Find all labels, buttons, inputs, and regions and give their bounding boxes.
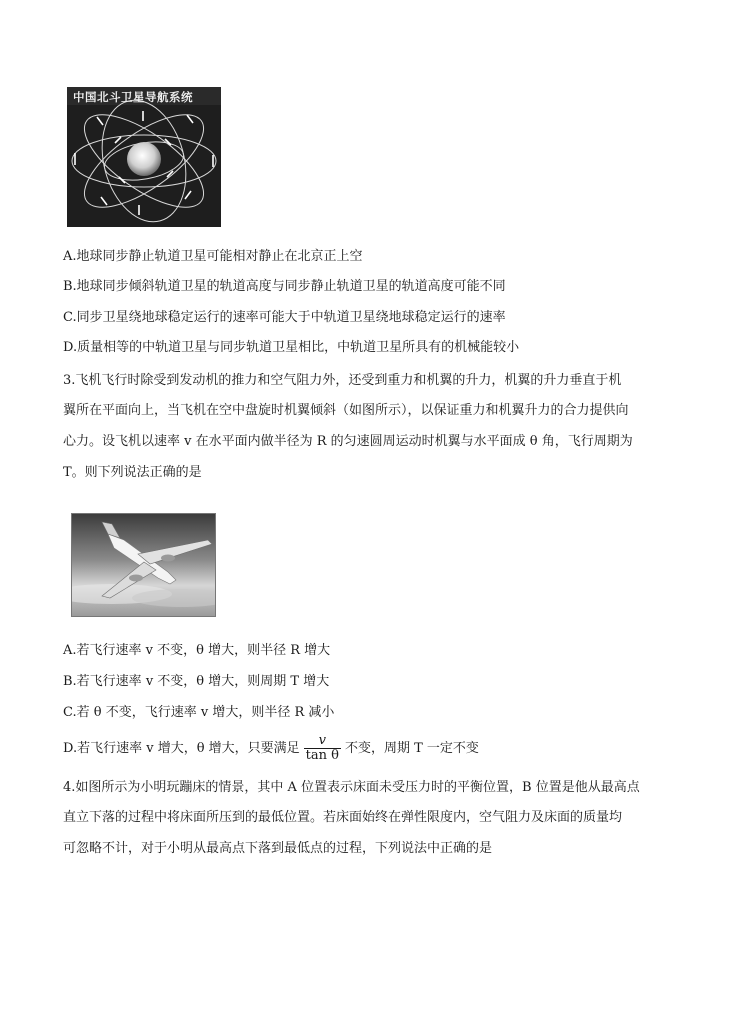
q3-option-a: A.若飞行速率 v 不变，θ 增大，则半径 R 增大 — [63, 643, 331, 658]
q4-stem-line-3: 可忽略不计，对于小明从最高点下落到最低点的过程，下列说法中正确的是 — [63, 841, 493, 856]
q3-option-d-prefix: D.若飞行速率 v 增大，θ 增大，只要满足 — [63, 741, 300, 756]
q4-stem-line-2: 直立下落的过程中将床面所压到的最低位置。若床面始终在弹性限度内，空气阻力及床面的质量均 — [63, 810, 623, 825]
q3-stem-line-1: 3.飞机飞行时除受到发动机的推力和空气阻力外，还受到重力和机翼的升力，机翼的升力垂直于机 — [63, 373, 622, 388]
v-over-tan-theta-fraction — [304, 734, 341, 763]
airplane-image — [72, 514, 215, 616]
q3-stem-line-2: 翼所在平面向上，当飞机在空中盘旋时机翼倾斜（如图所示），以保证重力和机翼升力的合力提供向 — [63, 403, 629, 418]
fraction-numerator: v — [304, 734, 341, 749]
q2-option-d: D.质量相等的中轨道卫星与同步轨道卫星相比，中轨道卫星所具有的机械能较小 — [63, 340, 520, 355]
q3-stem-line-3: 心力。设飞机以速率 v 在水平面内做半径为 R 的匀速圆周运动时机翼与水平面成 θ 角，飞行周期为 — [63, 434, 633, 449]
q3-option-d — [63, 733, 479, 765]
fraction-denominator: tan θ — [305, 748, 339, 763]
q3-option-b: B.若飞行速率 v 不变，θ 增大，则周期 T 增大 — [63, 674, 330, 689]
q2-option-b: B.地球同步倾斜轨道卫星的轨道高度与同步静止轨道卫星的轨道高度可能不同 — [63, 279, 506, 294]
q2-option-a: A.地球同步静止轨道卫星可能相对静止在北京正上空 — [63, 249, 363, 264]
beidou-satellite-figure — [67, 87, 221, 227]
q3-option-c: C.若 θ 不变，飞行速率 v 增大，则半径 R 减小 — [63, 705, 335, 720]
q2-option-c: C.同步卫星绕地球稳定运行的速率可能大于中轨道卫星绕地球稳定运行的速率 — [63, 310, 506, 325]
airplane-figure — [71, 513, 216, 617]
satellite-orbits-image — [67, 87, 221, 227]
q3-stem-line-4: T。则下列说法正确的是 — [63, 465, 202, 480]
q4-stem-line-1: 4.如图所示为小明玩蹦床的情景，其中 A 位置表示床面未受压力时的平衡位置，B 位置是他从最高点 — [63, 780, 640, 795]
q3-option-d-suffix: 不变，周期 T 一定不变 — [344, 741, 479, 756]
figure-title: 中国北斗卫星导航系统 — [73, 90, 193, 104]
